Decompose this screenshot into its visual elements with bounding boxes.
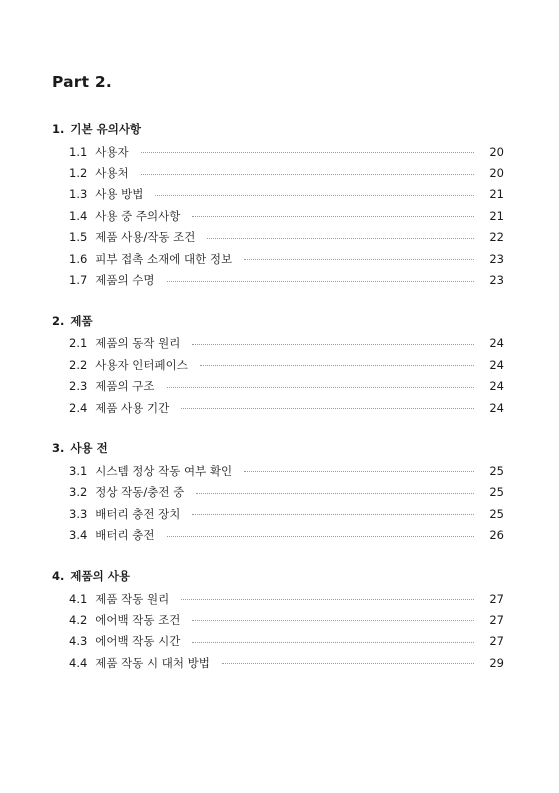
entry-number: 1.4 xyxy=(69,208,88,223)
entry-number: 3.4 xyxy=(69,528,88,543)
dot-leader xyxy=(167,536,475,537)
dot-leader xyxy=(155,195,474,196)
entry-title: 정상 작동/충전 중 xyxy=(95,485,185,500)
entry-number: 4.1 xyxy=(69,591,88,606)
entry-number: 2.2 xyxy=(69,357,88,372)
part-title: Part 2. xyxy=(52,73,112,91)
toc-entry[interactable] xyxy=(52,609,504,630)
toc-entry[interactable] xyxy=(52,588,504,609)
toc-entry[interactable] xyxy=(52,376,504,397)
section-heading xyxy=(52,438,504,458)
section-title: 제품 xyxy=(70,313,93,328)
entry-page: 23 xyxy=(489,251,504,266)
entry-page: 27 xyxy=(489,591,504,606)
entry-title: 배터리 충전 장치 xyxy=(95,506,181,521)
dot-leader xyxy=(141,152,474,153)
entry-number: 1.7 xyxy=(69,273,88,288)
entry-number: 4.4 xyxy=(69,655,88,670)
entry-page: 26 xyxy=(489,528,504,543)
dot-leader xyxy=(192,620,474,621)
entry-page: 23 xyxy=(489,273,504,288)
section-number: 2. xyxy=(52,313,65,328)
entry-page: 25 xyxy=(489,506,504,521)
dot-leader xyxy=(192,642,474,643)
section-number: 3. xyxy=(52,441,65,456)
toc-entry[interactable] xyxy=(52,482,504,503)
dot-leader xyxy=(181,599,474,600)
dot-leader xyxy=(192,344,474,345)
toc-entry[interactable] xyxy=(52,397,504,418)
section-number: 4. xyxy=(52,568,65,583)
table-of-contents xyxy=(52,119,504,693)
entry-number: 1.1 xyxy=(69,144,88,159)
dot-leader xyxy=(167,281,475,282)
dot-leader xyxy=(200,365,474,366)
section-title: 제품의 사용 xyxy=(70,568,130,583)
entry-number: 1.6 xyxy=(69,251,88,266)
entry-number: 3.3 xyxy=(69,506,88,521)
toc-entry[interactable] xyxy=(52,524,504,545)
entry-title: 사용자 xyxy=(95,144,129,159)
entry-number: 1.5 xyxy=(69,230,88,245)
entry-number: 3.1 xyxy=(69,463,88,478)
toc-section-3 xyxy=(52,438,504,546)
section-number: 1. xyxy=(52,122,65,136)
dot-leader xyxy=(141,174,474,175)
entry-title: 제품의 동작 원리 xyxy=(95,336,181,351)
entry-page: 24 xyxy=(489,357,504,372)
entry-page: 24 xyxy=(489,379,504,394)
entry-title: 제품 작동 시 대처 방법 xyxy=(95,655,210,670)
entry-page: 21 xyxy=(489,187,504,202)
entry-number: 2.3 xyxy=(69,379,88,394)
entry-number: 3.2 xyxy=(69,485,88,500)
entry-page: 20 xyxy=(489,166,504,181)
toc-entry[interactable] xyxy=(52,652,504,673)
toc-entry[interactable] xyxy=(52,503,504,524)
section-title: 기본 유의사항 xyxy=(70,122,142,136)
dot-leader xyxy=(192,216,474,217)
entry-number: 1.3 xyxy=(69,187,88,202)
toc-entry[interactable] xyxy=(52,333,504,354)
entry-page: 27 xyxy=(489,634,504,649)
toc-section-1 xyxy=(52,119,504,291)
dot-leader xyxy=(167,387,475,388)
entry-title: 사용 중 주의사항 xyxy=(95,208,181,223)
entry-title: 제품 사용/작동 조건 xyxy=(95,230,196,245)
toc-section-4 xyxy=(52,566,504,674)
dot-leader xyxy=(244,259,474,260)
toc-entry[interactable] xyxy=(52,631,504,652)
entry-title: 사용자 인터페이스 xyxy=(95,357,188,372)
toc-entry[interactable] xyxy=(52,248,504,269)
entry-title: 에어백 작동 조건 xyxy=(95,612,181,627)
entry-page: 25 xyxy=(489,463,504,478)
section-heading xyxy=(52,119,504,139)
entry-title: 제품 작동 원리 xyxy=(95,591,170,606)
entry-title: 제품 사용 기간 xyxy=(95,400,170,415)
toc-entry[interactable] xyxy=(52,354,504,375)
entry-page: 29 xyxy=(489,655,504,670)
section-heading xyxy=(52,311,504,331)
section-title: 사용 전 xyxy=(70,441,108,456)
dot-leader xyxy=(207,238,474,239)
entry-title: 피부 접촉 소재에 대한 정보 xyxy=(95,251,233,266)
toc-entry[interactable] xyxy=(52,269,504,290)
entry-page: 24 xyxy=(489,400,504,415)
entry-page: 20 xyxy=(489,144,504,159)
entry-title: 제품의 수명 xyxy=(95,273,155,288)
toc-entry[interactable] xyxy=(52,460,504,481)
entry-number: 4.2 xyxy=(69,612,88,627)
dot-leader xyxy=(196,493,474,494)
entry-page: 24 xyxy=(489,336,504,351)
section-heading xyxy=(52,566,504,586)
entry-title: 사용 방법 xyxy=(95,187,144,202)
entry-title: 제품의 구조 xyxy=(95,379,155,394)
entry-number: 4.3 xyxy=(69,634,88,649)
entry-title: 사용처 xyxy=(95,166,129,181)
entry-page: 22 xyxy=(489,230,504,245)
dot-leader xyxy=(222,663,474,664)
dot-leader xyxy=(244,471,474,472)
entry-number: 1.2 xyxy=(69,166,88,181)
entry-number: 2.1 xyxy=(69,336,88,351)
entry-page: 25 xyxy=(489,485,504,500)
entry-title: 배터리 충전 xyxy=(95,528,155,543)
entry-number: 2.4 xyxy=(69,400,88,415)
entry-title: 에어백 작동 시간 xyxy=(95,634,181,649)
toc-entry[interactable] xyxy=(52,227,504,248)
toc-entry[interactable] xyxy=(52,162,504,183)
toc-section-2 xyxy=(52,311,504,419)
dot-leader xyxy=(192,514,474,515)
entry-page: 27 xyxy=(489,612,504,627)
entry-title: 시스템 정상 작동 여부 확인 xyxy=(95,463,233,478)
toc-entry[interactable] xyxy=(52,141,504,162)
entry-page: 21 xyxy=(489,208,504,223)
toc-entry[interactable] xyxy=(52,184,504,205)
dot-leader xyxy=(181,408,474,409)
toc-entry[interactable] xyxy=(52,205,504,226)
